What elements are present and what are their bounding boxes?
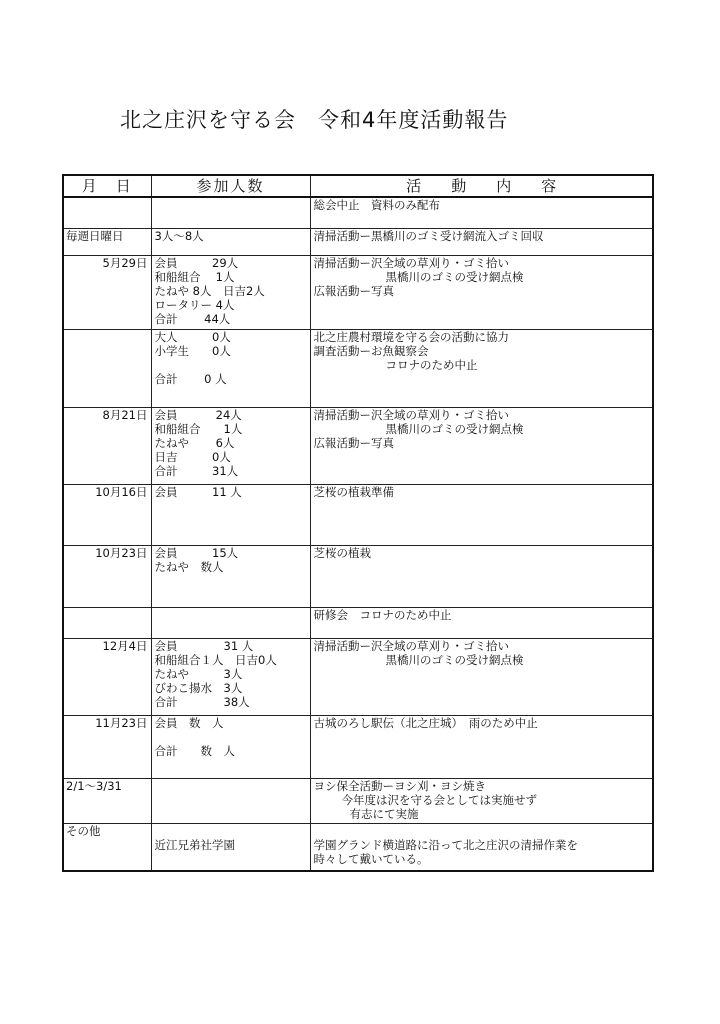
- row-activity: [310, 197, 653, 228]
- table-row: [63, 823, 653, 871]
- activity-line: 北之庄農村環境を守る会の活動に協力: [313, 329, 509, 344]
- row-date: 10月23日: [63, 545, 151, 607]
- participant-line: 日吉 0人: [154, 449, 231, 464]
- row-activity: [310, 484, 653, 545]
- participant-line: 小学生 0人: [154, 343, 231, 358]
- participant-line: 和船組合１人 日吉0人: [154, 652, 277, 667]
- row-participants: [151, 607, 310, 638]
- table-header-row: [63, 175, 653, 197]
- participant-line: たねや 8人 日吉2人: [154, 283, 265, 298]
- row-participants: [151, 715, 310, 778]
- row-date: 毎週日曜日: [63, 228, 151, 255]
- row-date: 10月16日: [63, 484, 151, 545]
- participant-line: たねや 数人: [154, 559, 224, 574]
- table-row: [63, 545, 653, 607]
- participant-line: 会員 29人: [154, 255, 239, 270]
- row-date: [63, 607, 151, 638]
- participant-line: 3人～8人: [154, 228, 204, 243]
- activity-line: 古城のろし駅伝（北之庄城） 雨のため中止: [313, 715, 538, 730]
- row-participants: [151, 638, 310, 715]
- activity-report-table: [62, 174, 654, 872]
- table-row: [63, 197, 653, 228]
- participant-line: 合計 44人: [154, 311, 231, 326]
- activity-line: 黒橋川のゴミの受け網点検: [385, 652, 524, 667]
- row-participants: [151, 197, 310, 228]
- row-activity: [310, 638, 653, 715]
- table-row: [63, 715, 653, 778]
- activity-line: 今年度は沢を守る会としては実施せず: [341, 792, 537, 807]
- row-participants: [151, 329, 310, 407]
- participant-line: たねや 3人: [154, 666, 243, 681]
- participant-line: 会員 31 人: [154, 638, 254, 653]
- participant-line: 合計 数 人: [154, 743, 235, 758]
- activity-line: 広報活動ー写真: [313, 283, 394, 298]
- row-participants: [151, 484, 310, 545]
- header-activity: 活動内容: [310, 175, 653, 197]
- row-date: [63, 197, 151, 228]
- row-participants: [151, 407, 310, 484]
- participant-line: 会員 24人: [154, 407, 242, 422]
- activity-line: 研修会 コロナのため中止: [313, 607, 452, 622]
- activity-line: 清掃活動ー沢全域の草刈り・ゴミ拾い: [313, 255, 509, 270]
- spacer: [155, 730, 307, 744]
- participant-line: びわこ揚水 3人: [154, 680, 243, 695]
- activity-line: 清掃活動ー沢全域の草刈り・ゴミ拾い: [313, 407, 509, 422]
- row-participants: [151, 228, 310, 255]
- participant-line: 大人 0人: [154, 329, 231, 344]
- row-date: 5月29日: [63, 255, 151, 329]
- row-activity: [310, 407, 653, 484]
- participant-line: 合計 0 人: [154, 371, 227, 386]
- row-participants: [151, 823, 310, 871]
- activity-line: 有志にて実施: [349, 806, 419, 821]
- activity-line: 清掃活動ー沢全域の草刈り・ゴミ拾い: [313, 638, 509, 653]
- row-activity: [310, 715, 653, 778]
- activity-line: 清掃活動ー黒橋川のゴミ受け網流入ゴミ回収: [313, 228, 544, 243]
- participant-line: 会員 数 人: [154, 715, 224, 730]
- row-activity: [310, 329, 653, 407]
- header-participants: 参加人数: [151, 175, 310, 197]
- row-date: 8月21日: [63, 407, 151, 484]
- row-activity: [310, 255, 653, 329]
- spacer: [155, 824, 307, 838]
- page-title: 北之庄沢を守る会 令和4年度活動報告: [120, 108, 509, 132]
- row-participants: [151, 255, 310, 329]
- header-date: 月 日: [63, 175, 151, 197]
- activity-line: 学園グランド横道路に沿って北之庄沢の清掃作業を: [313, 837, 578, 852]
- table-row: [63, 484, 653, 545]
- participant-line: 合計 38人: [154, 694, 250, 709]
- activity-line: 時々して戴いている。: [313, 851, 429, 866]
- row-date: [63, 329, 151, 407]
- row-activity: [310, 545, 653, 607]
- activity-line: ヨシ保全活動ーヨシ刈・ヨシ焼き: [313, 778, 486, 793]
- activity-line: 総会中止 資料のみ配布: [313, 198, 440, 212]
- activity-line: 黒橋川のゴミの受け網点検: [385, 269, 524, 284]
- spacer: [155, 358, 307, 372]
- row-date: 2/1～3/31: [63, 778, 151, 823]
- row-activity: [310, 228, 653, 255]
- activity-line: 芝桜の植栽準備: [313, 484, 394, 499]
- activity-line: 芝桜の植栽: [313, 545, 371, 560]
- participant-line: たねや 6人: [154, 435, 235, 450]
- row-date: 11月23日: [63, 715, 151, 778]
- table-row: [63, 255, 653, 329]
- row-participants: [151, 778, 310, 823]
- participant-line: 近江兄弟社学園: [154, 837, 235, 852]
- row-participants: [151, 545, 310, 607]
- spacer: [314, 824, 650, 838]
- participant-line: 会員 15人: [154, 545, 239, 560]
- participant-line: 和船組合 1人: [154, 421, 243, 436]
- table-row: [63, 228, 653, 255]
- table-row: [63, 778, 653, 823]
- row-activity: [310, 778, 653, 823]
- participant-line: 和船組合 1人: [154, 269, 235, 284]
- activity-line: 調査活動ーお魚観察会: [313, 343, 429, 358]
- activity-line: 黒橋川のゴミの受け網点検: [385, 421, 524, 436]
- participant-line: ロータリー 4人: [154, 297, 235, 312]
- row-date: その他: [63, 823, 151, 871]
- table-row: [63, 607, 653, 638]
- activity-line: 広報活動ー写真: [313, 435, 394, 450]
- row-activity: [310, 823, 653, 871]
- participant-line: 会員 11 人: [154, 484, 242, 499]
- activity-line: コロナのため中止: [385, 357, 478, 372]
- table-row: [63, 407, 653, 484]
- table-row: [63, 329, 653, 407]
- participant-line: 合計 31人: [154, 463, 239, 478]
- row-date: 12月4日: [63, 638, 151, 715]
- table-row: [63, 638, 653, 715]
- row-activity: [310, 607, 653, 638]
